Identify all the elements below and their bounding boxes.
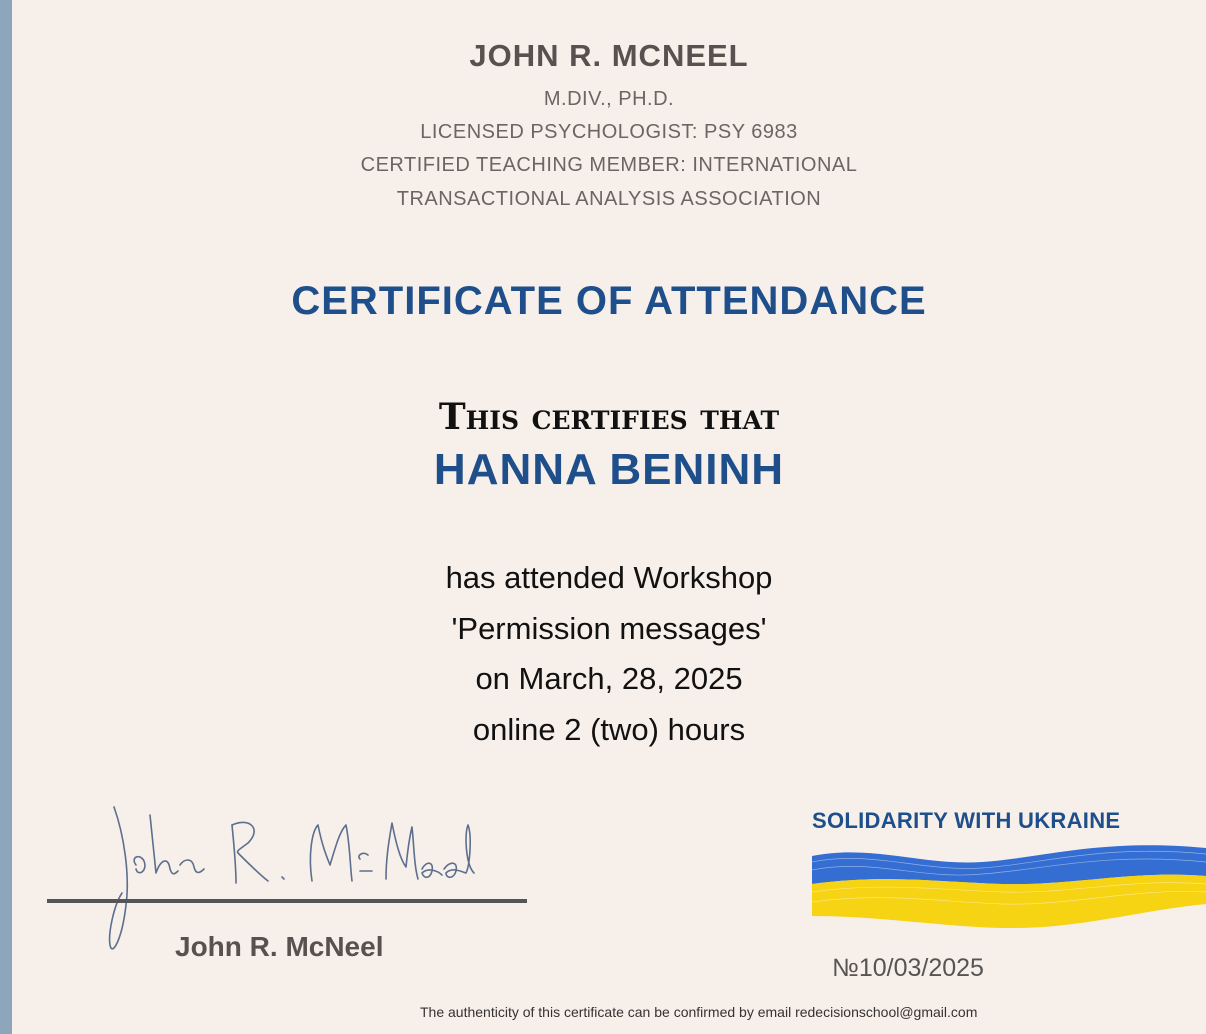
attendance-line: has attended Workshop — [445, 560, 773, 595]
workshop-date-line: on March, 28, 2025 — [475, 661, 743, 696]
issuer-name: JOHN R. MCNEEL — [469, 38, 749, 73]
issuer-credential-membership: CERTIFIED TEACHING MEMBER: INTERNATIONAL — [360, 154, 858, 176]
issuer-credential-degrees: M.DIV., PH.D. — [543, 88, 675, 110]
certificate-number: №10/03/2025 — [832, 954, 984, 982]
issuer-credential-association: TRANSACTIONAL ANALYSIS ASSOCIATION — [396, 188, 822, 210]
workshop-duration-line: online 2 (two) hours — [472, 712, 746, 747]
ukraine-flag-wave-icon — [812, 840, 1206, 940]
workshop-title-line: 'Permission messages' — [451, 611, 767, 646]
left-border-bar — [0, 0, 12, 1034]
issuer-credential-license: LICENSED PSYCHOLOGIST: PSY 6983 — [420, 121, 798, 143]
certificate-title: CERTIFICATE OF ATTENDANCE — [291, 279, 927, 323]
recipient-name: HANNA BENINH — [433, 445, 785, 494]
signature-line — [47, 899, 527, 903]
signer-name: John R. McNeel — [175, 931, 384, 962]
certifies-text: This certifies that — [438, 396, 780, 438]
solidarity-text: SOLIDARITY WITH UKRAINE — [812, 808, 1121, 833]
authenticity-note: The authenticity of this certificate can be confirmed by email redecisionschool@gmail.com — [420, 1004, 978, 1020]
